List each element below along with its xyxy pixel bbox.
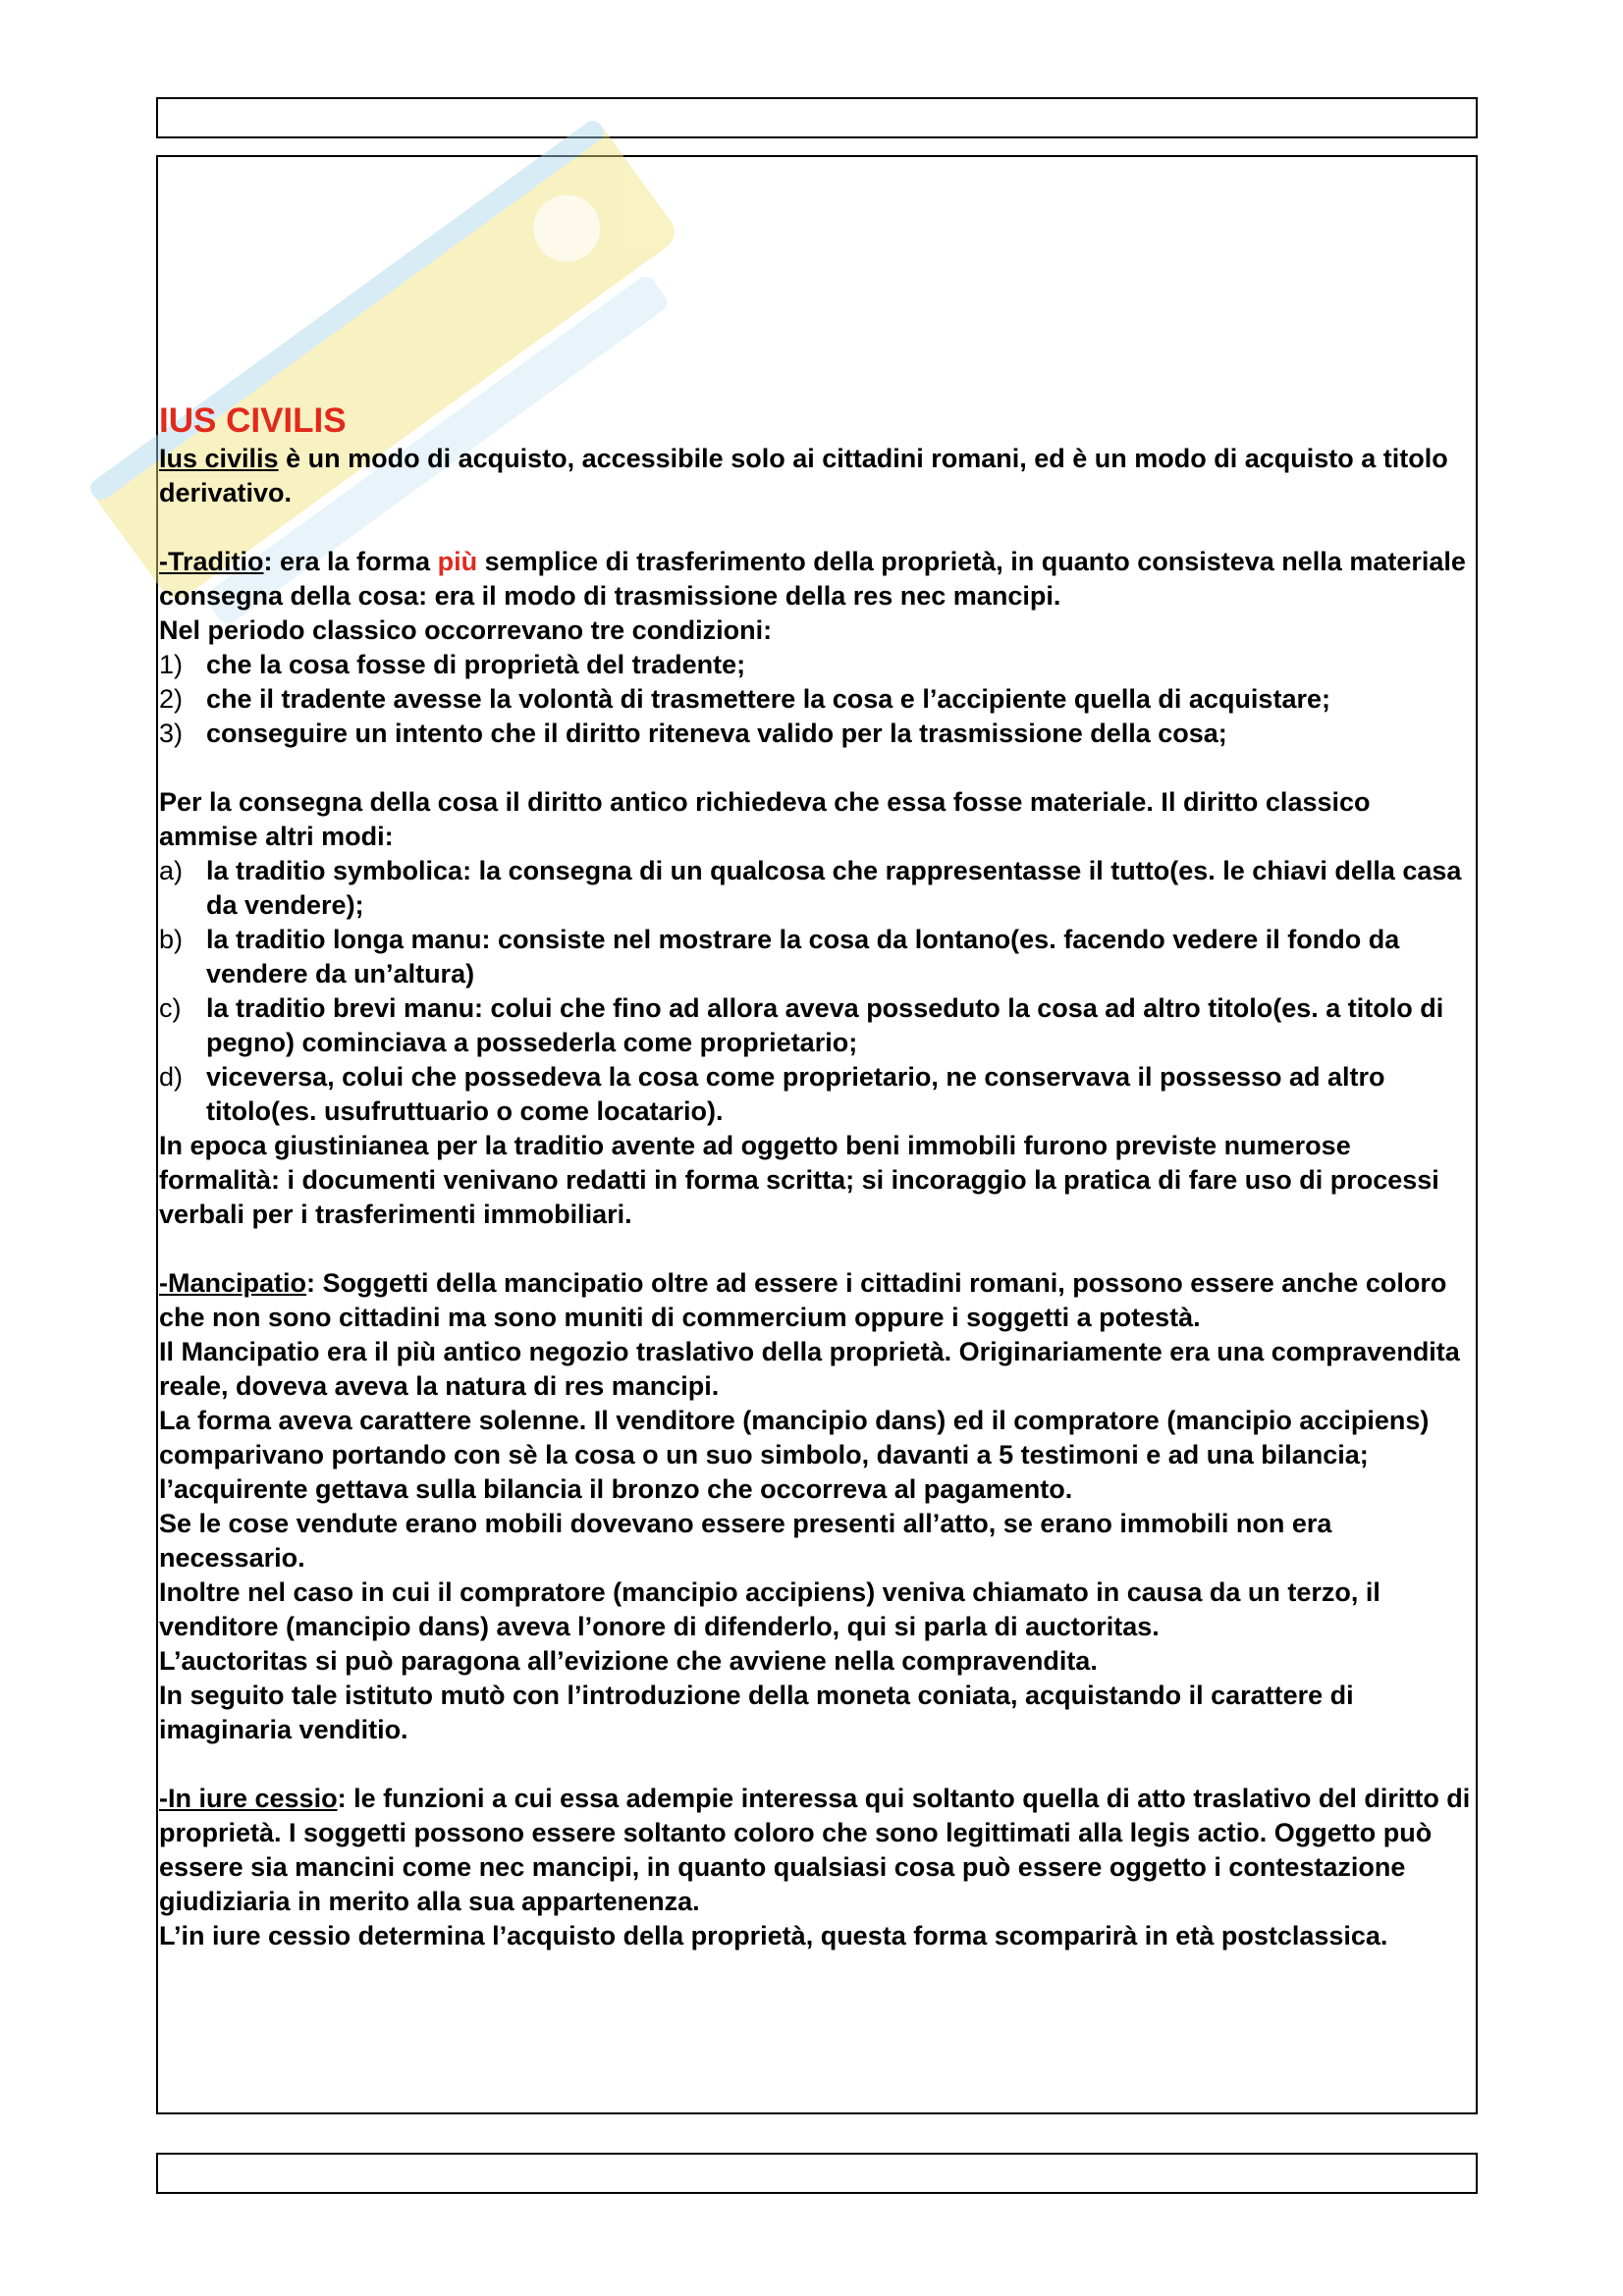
traditio-text-a: : era la forma (263, 547, 438, 576)
mancipatio-paragraph-1 (159, 1266, 1475, 1335)
list-marker: 2) (159, 684, 184, 714)
footer-frame (156, 2153, 1478, 2194)
list-item-text: la traditio brevi manu: colui che fino ad allora aveva posseduto la cosa ad altro titolo(es. a titolo di pegno) cominciava a possederla come proprietario; (206, 993, 1444, 1057)
modes-intro: Per la consegna della cosa il diritto antico richiedeva che essa fosse materiale. Il diritto classico ammise altri modi: (159, 787, 1371, 851)
header-frame (156, 97, 1478, 138)
traditio-term: -Traditio (159, 547, 264, 576)
list-marker: d) (159, 1062, 184, 1092)
document-body (159, 400, 1475, 1953)
list-item-text: la traditio symbolica: la consegna di un qualcosa che rappresentasse il tutto(es. le chiavi della casa da vendere); (206, 856, 1462, 920)
traditio-text-b: semplice di trasferimento della proprietà, in quanto consisteva nella materiale consegna della cosa: era il modo di trasmissione della res nec mancipi. (159, 547, 1466, 611)
mancipatio-paragraph-2: Il Mancipatio era il più antico negozio traslativo della proprietà. Originariamente era una compravendita reale, doveva aveva la natura di res mancipi. (159, 1337, 1460, 1401)
list-item-text: che il tradente avesse la volontà di trasmettere la cosa e l’accipiente quella di acquistare; (206, 684, 1330, 714)
list-item-text: la traditio longa manu: consiste nel mostrare la cosa da lontano(es. facendo vedere il fondo da vendere da un’altura) (206, 925, 1400, 988)
traditio-paragraph (159, 545, 1475, 614)
traditio-highlight: più (437, 547, 478, 576)
list-item-text: viceversa, colui che possedeva la cosa come proprietario, ne conservava il possesso ad altro titolo(es. usufruttuario o come locatario). (206, 1062, 1385, 1126)
iure-cessio-closing: L’in iure cessio determina l’acquisto della proprietà, questa forma scomparirà in età postclassica. (159, 1921, 1388, 1950)
mancipatio-term: -Mancipatio (159, 1268, 307, 1298)
mancipatio-text: : Soggetti della mancipatio oltre ad essere i cittadini romani, possono essere anche coloro che non sono cittadini ma sono muniti di commercium oppure i soggetti a potestà. (159, 1268, 1447, 1332)
page-title: IUS CIVILIS (159, 401, 347, 440)
mancipatio-paragraph-6: L’auctoritas si può paragona all’evizione che avviene nella compravendita. (159, 1646, 1098, 1676)
iure-cessio-text: : le funzioni a cui essa adempie interessa qui soltanto quella di atto traslativo del diritto di proprietà. I soggetti possono essere soltanto coloro che sono legittimati alla legis actio. Oggetto può essere sia mancini come nec mancipi, in quanto qualsiasi cosa può essere oggetto i contestazione giudiziaria in merito alla sua appartenenza. (159, 1784, 1471, 1916)
justinian-paragraph: In epoca giustinianea per la traditio avente ad oggetto beni immobili furono previste numerose formalità: i documenti venivano redatti in forma scritta; si incoraggio la pratica di fare uso di processi verbali per i trasferimenti immobiliari. (159, 1131, 1439, 1229)
mancipatio-paragraph-5: Inoltre nel caso in cui il compratore (mancipio accipiens) veniva chiamato in causa da un terzo, il venditore (mancipio dans) aveva l’onore di difenderlo, qui si parla di auctoritas. (159, 1577, 1380, 1641)
intro-term: Ius civilis (159, 444, 279, 473)
list-item (159, 1060, 1475, 1129)
list-item (159, 991, 1475, 1060)
list-item-text: conseguire un intento che il diritto riteneva valido per la trasmissione della cosa; (206, 719, 1227, 748)
conditions-list (159, 648, 1475, 751)
list-item (159, 682, 1475, 717)
intro-text: è un modo di acquisto, accessibile solo ai cittadini romani, ed è un modo di acquisto a titolo derivativo. (159, 444, 1448, 507)
mancipatio-paragraph-7: In seguito tale istituto mutò con l’introduzione della moneta coniata, acquistando il carattere di imaginaria venditio. (159, 1681, 1354, 1744)
list-marker: 1) (159, 650, 184, 679)
iure-cessio-term: -In iure cessio (159, 1784, 338, 1813)
mancipatio-paragraph-4: Se le cose vendute erano mobili dovevano essere presenti all’atto, se erano immobili non era necessario. (159, 1509, 1332, 1573)
modes-list (159, 854, 1475, 1129)
list-marker: b) (159, 925, 184, 954)
list-item (159, 854, 1475, 923)
list-item (159, 923, 1475, 991)
list-marker: c) (159, 993, 182, 1023)
list-item (159, 717, 1475, 751)
mancipatio-paragraph-3: La forma aveva carattere solenne. Il venditore (mancipio dans) ed il compratore (mancipio accipiens) comparivano portando con sè la cosa o un suo simbolo, davanti a 5 testimoni e ad una bilancia; l’acquirente gettava sulla bilancia il bronzo che occorreva al pagamento. (159, 1406, 1430, 1504)
intro-paragraph (159, 442, 1475, 510)
iure-cessio-paragraph (159, 1782, 1475, 1919)
conditions-intro: Nel periodo classico occorrevano tre condizioni: (159, 615, 773, 645)
list-marker: a) (159, 856, 184, 885)
list-item-text: che la cosa fosse di proprietà del tradente; (206, 650, 746, 679)
list-marker: 3) (159, 719, 184, 748)
list-item (159, 648, 1475, 682)
